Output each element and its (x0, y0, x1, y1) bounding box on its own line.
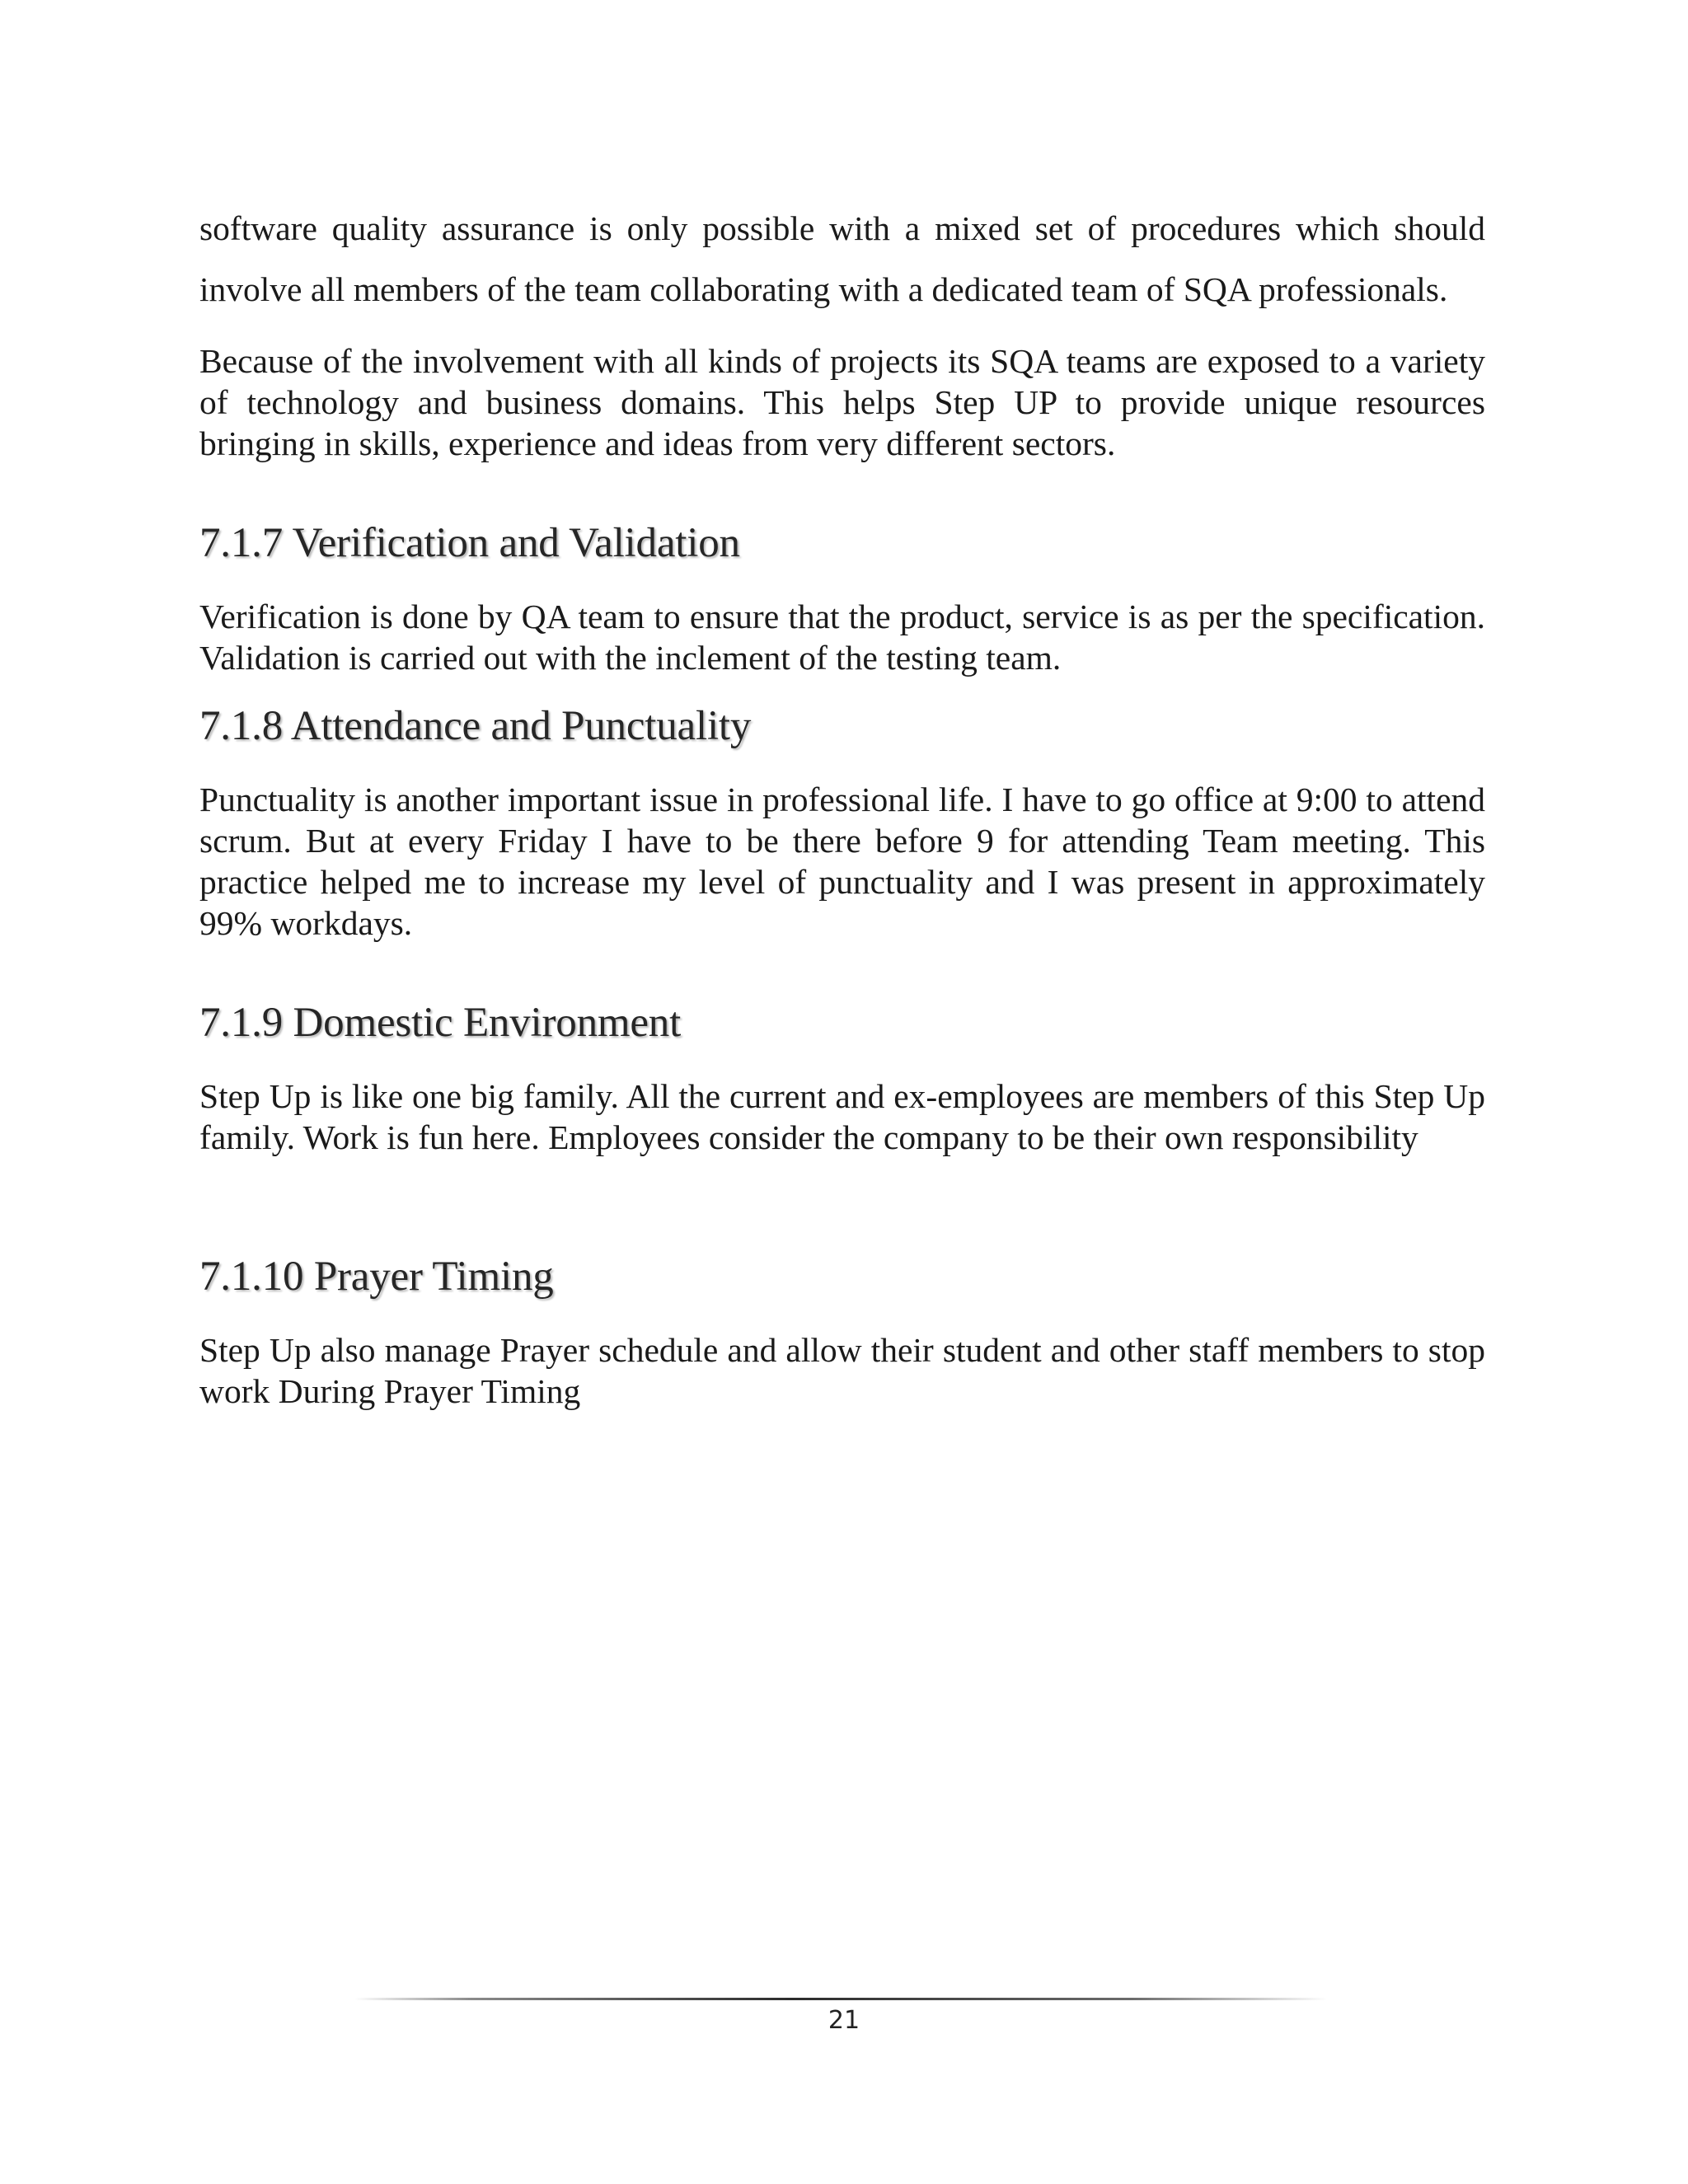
paragraph-attendance-punctuality: Punctuality is another important issue in professional life. I have to go office at 9:00 to attend scrum. But at every Friday I have to be there before 9 for attending Team meeting. This practice helped me to increase my level of punctuality and I was present in approximately 99% workdays. (199, 780, 1485, 942)
paragraph-prayer-timing: Step Up also manage Prayer schedule and allow their student and other staff members to stop work During Prayer Timing (199, 1331, 1485, 1410)
page-number: 21 (828, 2006, 860, 2035)
paragraph-domestic-environment: Step Up is like one big family. All the current and ex-employees are members of this Step Up family. Work is fun here. Employees consider the company to be their own responsibility (199, 1077, 1485, 1156)
heading-prayer-timing: 7.1.10 Prayer Timing (199, 1254, 554, 1300)
heading-attendance-punctuality: 7.1.8 Attendance and Punctuality (199, 703, 752, 749)
paragraph-sqa-exposure: Because of the involvement with all kinds of projects its SQA teams are exposed to a variety of technology and business domains. This helps Step UP to provide unique resources bringing in skills, experience and ideas from very different sectors. (199, 342, 1485, 462)
heading-domestic-environment: 7.1.9 Domestic Environment (199, 1000, 682, 1046)
paragraph-sqa-intro: software quality assurance is only possible with a mixed set of procedures which should involve all members of the team collaborating with a dedicated team of SQA professionals. (199, 209, 1485, 308)
paragraph-verification-validation: Verification is done by QA team to ensure that the product, service is as per the specification. Validation is carried out with the inclement of the testing team. (199, 598, 1485, 677)
heading-verification-validation: 7.1.7 Verification and Validation (199, 520, 740, 566)
footer-divider (354, 1998, 1327, 2000)
